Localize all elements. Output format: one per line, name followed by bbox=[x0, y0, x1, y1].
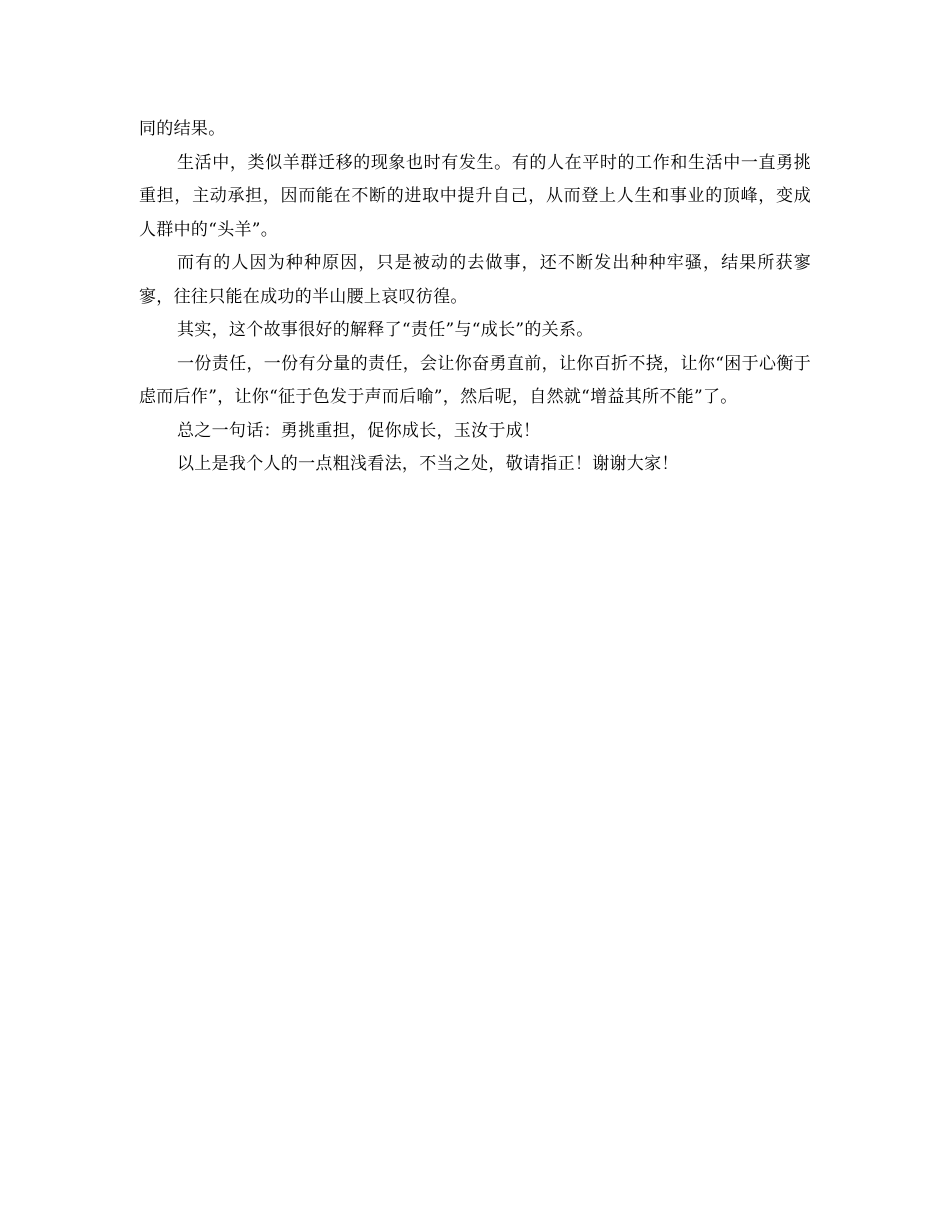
paragraph-weight-of-responsibility: 一份责任，一份有分量的责任，会让你奋勇直前，让你百折不挠，让你“困于心衡于虑而后作”，让你“征于色发于声而后喻”，然后呢，自然就“增益其所不能”了。 bbox=[139, 353, 811, 407]
document-body bbox=[139, 113, 811, 482]
paragraph-continuation: 同的结果。 bbox=[139, 119, 226, 139]
paragraph-closing: 以上是我个人的一点粗浅看法，不当之处，敬请指正！谢谢大家！ bbox=[177, 454, 679, 474]
paragraph-passive-people: 而有的人因为种种原因，只是被动的去做事，还不断发出种种牢骚，结果所获寥寥，往往只能在成功的半山腰上哀叹彷徨。 bbox=[139, 253, 811, 307]
paragraph-responsibility-growth: 其实，这个故事很好的解释了“责任”与“成长”的关系。 bbox=[177, 320, 594, 340]
paragraph-sheep-analogy: 生活中，类似羊群迁移的现象也时有发生。有的人在平时的工作和生活中一直勇挑重担，主动承担，因而能在不断的进取中提升自己，从而登上人生和事业的顶峰，变成人群中的“头羊”。 bbox=[139, 152, 811, 240]
paragraph-summary: 总之一句话：勇挑重担，促你成长，玉汝于成！ bbox=[177, 420, 541, 441]
